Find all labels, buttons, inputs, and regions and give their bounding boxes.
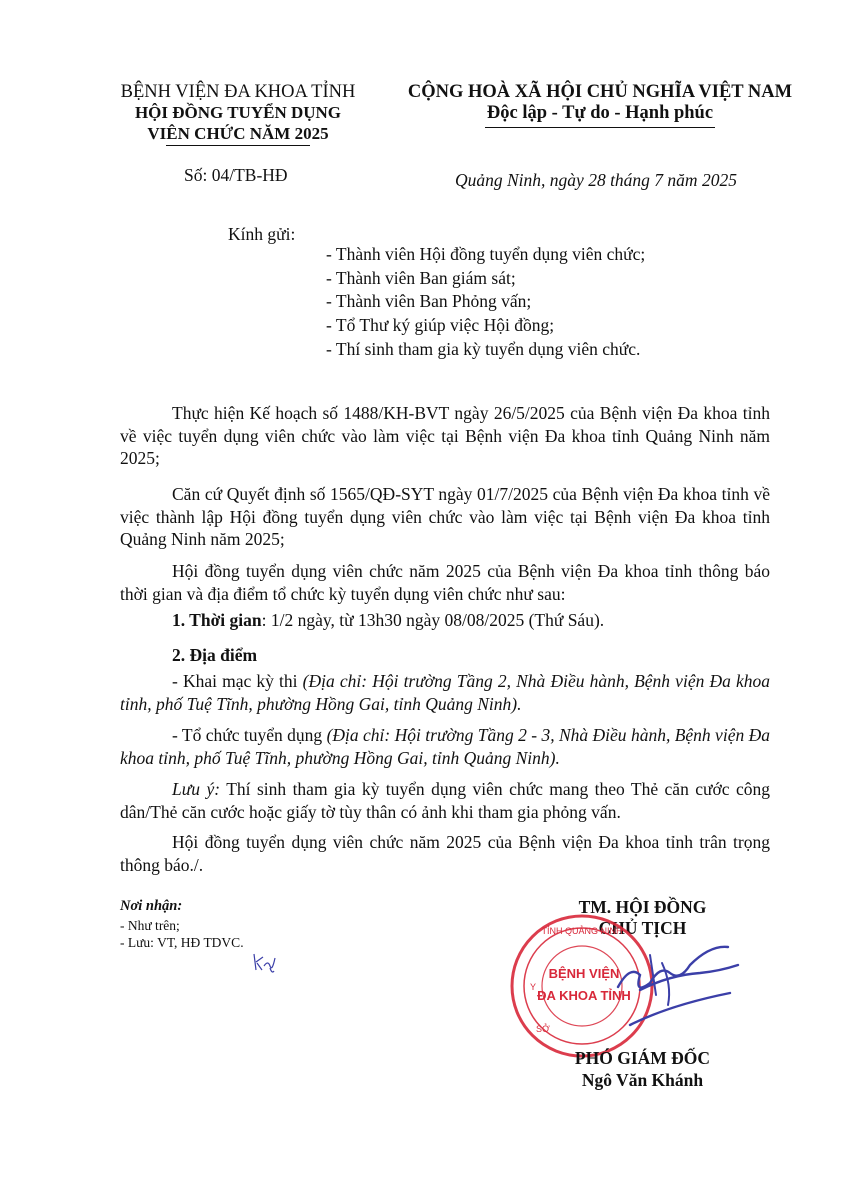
place-exam-address: (Địa chỉ: Hội trường Tầng 2 - 3, Nhà Điều hành, Bệnh viện Đa khoa tỉnh, phố Tuệ Tĩnh, phường Hồng Gai, tỉnh Quảng Ninh). xyxy=(120,725,770,768)
handwritten-signature xyxy=(610,935,745,1045)
body-paragraph-announcement: Hội đồng tuyển dụng viên chức năm 2025 của Bệnh viện Đa khoa tỉnh thông báo thời gian và địa điểm tổ chức kỳ tuyển dụng viên chức như sau: xyxy=(120,561,770,604)
place-opening xyxy=(120,670,770,715)
note-text: Thí sinh tham gia kỳ tuyển dụng viên chức mang theo Thẻ căn cước công dân/Thẻ căn cước hoặc giấy tờ tùy thân có ảnh khi tham gia phỏng vấn. xyxy=(120,779,770,822)
closing-paragraph: Hội đồng tuyển dụng viên chức năm 2025 của Bệnh viện Đa khoa tỉnh trân trọng thông báo./. xyxy=(120,832,770,875)
header-right-underline xyxy=(485,127,715,128)
signer-name: Ngô Văn Khánh xyxy=(581,1070,704,1090)
document-date: Quảng Ninh, ngày 28 tháng 7 năm 2025 xyxy=(455,170,737,190)
time-line xyxy=(172,610,604,631)
body-paragraph-plan: Thực hiện Kế hoạch số 1488/KH-BVT ngày 26/5/2025 của Bệnh viện Đa khoa tỉnh về việc tuyển dụng viên chức vào làm việc tại Bệnh viện Đa khoa tỉnh Quảng Ninh năm 2025; xyxy=(120,403,770,468)
council-name: HỘI ĐỒNG TUYỂN DỤNG xyxy=(134,103,342,122)
svg-text:BỆNH VIỆN: BỆNH VIỆN xyxy=(548,966,620,981)
national-motto: Độc lập - Tự do - Hạnh phúc xyxy=(486,103,714,123)
place-exam xyxy=(120,724,770,769)
recipients-label: Kính gửi: xyxy=(228,224,296,244)
signature-chair: CHỦ TỊCH xyxy=(598,918,687,938)
place-opening-prefix: - Khai mạc kỳ thi xyxy=(172,671,303,691)
note-paragraph xyxy=(120,778,770,823)
place-label: 2. Địa điểm xyxy=(172,645,258,665)
recipient-item: - Thành viên Ban giám sát; xyxy=(326,268,516,288)
svg-text:Y: Y xyxy=(530,982,537,992)
svg-text:ĐA KHOA TỈNH: ĐA KHOA TỈNH xyxy=(537,988,631,1003)
recipient-item: - Thành viên Hội đồng tuyển dụng viên chức; xyxy=(326,244,646,264)
time-label: 1. Thời gian xyxy=(172,610,262,630)
recipient-item: - Tổ Thư ký giúp việc Hội đồng; xyxy=(326,315,555,335)
place-exam-prefix: - Tổ chức tuyển dụng xyxy=(172,725,327,745)
initials-mark xyxy=(250,948,280,978)
recipient-item: - Thành viên Ban Phỏng vấn; xyxy=(326,291,532,311)
recipients-list-item: - Như trên; xyxy=(120,918,180,933)
svg-text:SỞ: SỞ xyxy=(536,1024,550,1034)
national-title: CỘNG HOÀ XÃ HỘI CHỦ NGHĨA VIỆT NAM xyxy=(407,82,793,102)
document-number: Số: 04/TB-HĐ xyxy=(184,165,288,185)
recipient-item: - Thí sinh tham gia kỳ tuyển dụng viên chức. xyxy=(326,339,641,359)
note-label: Lưu ý: xyxy=(172,779,221,799)
body-paragraph-decision: Căn cứ Quyết định số 1565/QĐ-SYT ngày 01/7/2025 của Bệnh viện Đa khoa tỉnh về việc thành lập Hội đồng tuyển dụng viên chức vào làm việc tại Bệnh viện Đa khoa tỉnh Quảng Ninh năm 2025; xyxy=(120,484,770,549)
council-year: VIÊN CHỨC NĂM 2025 xyxy=(147,124,329,143)
place-opening-address: (Địa chỉ: Hội trường Tầng 2, Nhà Điều hành, Bệnh viện Đa khoa tỉnh, phố Tuệ Tĩnh, phường Hồng Gai, tỉnh Quảng Ninh). xyxy=(120,671,771,714)
svg-text:TỈNH QUẢNG NINH: TỈNH QUẢNG NINH xyxy=(541,926,623,936)
signer-title: PHÓ GIÁM ĐỐC xyxy=(574,1048,711,1068)
recipients-list-label: Nơi nhận: xyxy=(120,898,183,914)
time-text: : 1/2 ngày, từ 13h30 ngày 08/08/2025 (Thứ Sáu). xyxy=(261,610,605,630)
header-left-underline xyxy=(166,145,310,146)
signature-role: TM. HỘI ĐỒNG xyxy=(578,897,707,917)
recipients-list-item: - Lưu: VT, HĐ TDVC. xyxy=(120,935,244,950)
org-name: BỆNH VIỆN ĐA KHOA TỈNH xyxy=(120,82,356,102)
